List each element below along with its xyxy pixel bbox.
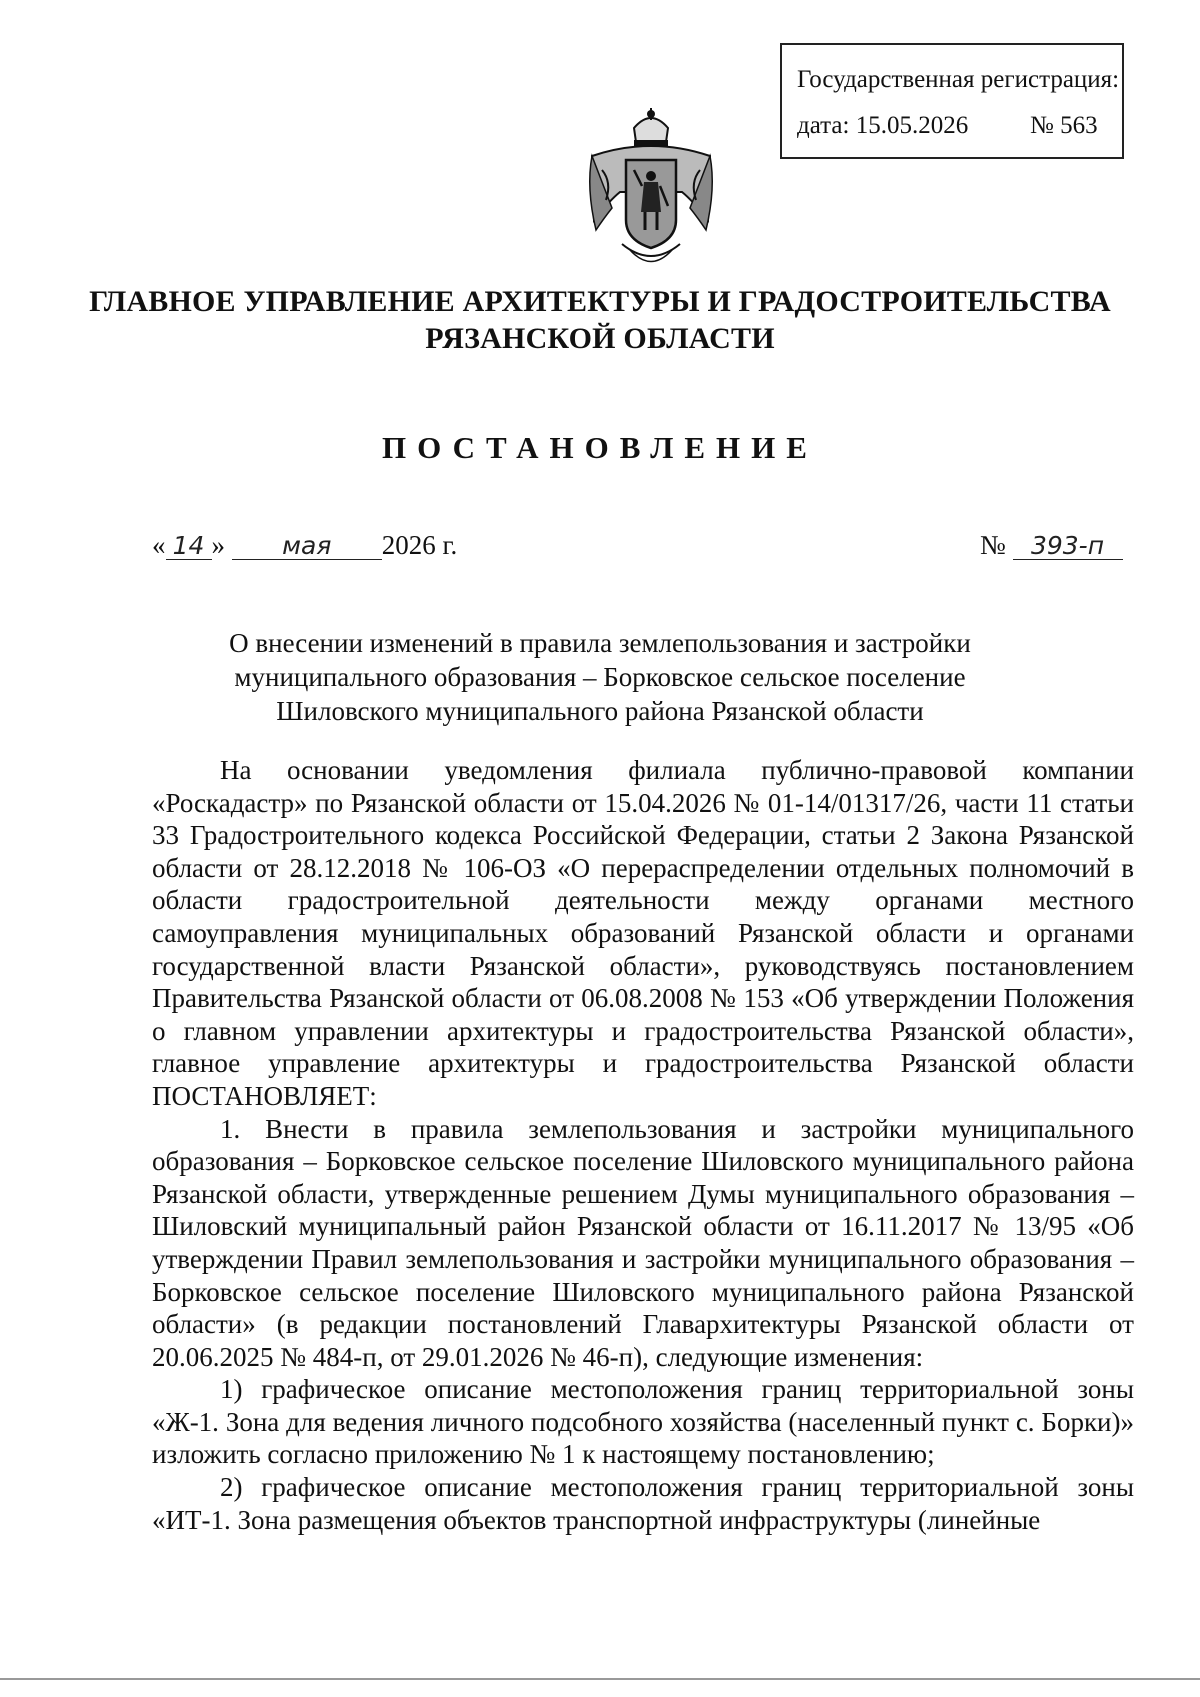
organization-name-line1: ГЛАВНОЕ УПРАВЛЕНИЕ АРХИТЕКТУРЫ И ГРАДОСТРОИТЕЛЬСТВА bbox=[89, 285, 1111, 318]
date-open-quote: « bbox=[152, 530, 166, 560]
date-day-handwritten: 14 bbox=[166, 533, 212, 560]
number-value-handwritten: 393-п bbox=[1013, 533, 1123, 560]
registration-title: Государственная регистрация: bbox=[797, 66, 1120, 93]
organization-name-line2: РЯЗАНСКОЙ ОБЛАСТИ bbox=[425, 322, 775, 355]
registration-stamp bbox=[780, 43, 1124, 159]
registration-number: № 563 bbox=[1030, 112, 1098, 139]
registration-date: дата: 15.05.2026 bbox=[797, 112, 969, 139]
date-month-handwritten: мая bbox=[232, 533, 382, 560]
document-body bbox=[152, 754, 1134, 1536]
paragraph-subitem-1: 1) графическое описание местоположения границ территориальной зоны «Ж-1. Зона для ведения личного подсобного хозяйства (населенный пункт с. Борки)» изложить согласно приложению № 1 к настоящему постановлению; bbox=[152, 1374, 1134, 1470]
date-year: 2026 г. bbox=[381, 530, 458, 560]
subject-line: Шиловского муниципального района Рязанской области bbox=[276, 696, 924, 726]
subject-line: О внесении изменений в правила землепользования и застройки bbox=[229, 628, 971, 658]
document-type-heading: ПОСТАНОВЛЕНИЕ bbox=[382, 430, 818, 465]
document-number bbox=[980, 530, 1123, 561]
paragraph-subitem-2: 2) графическое описание местоположения границ территориальной зоны «ИТ-1. Зона размещения объектов транспортной инфраструктуры (линейные bbox=[152, 1472, 1134, 1535]
document-date bbox=[152, 530, 457, 561]
number-prefix: № bbox=[980, 530, 1006, 560]
date-close-quote: » bbox=[211, 530, 225, 560]
paragraph-item-1: 1. Внести в правила землепользования и застройки муниципального образования – Борковское сельское поселение Шиловского муниципального района Рязанской области, утвержденные решением Думы муниципального образования – Шиловский муниципальный район Рязанской области от 16.11.2017 № 13/95 «Об утверждении Правил землепользования и застройки муниципального образования – Борковское сельское поселение Шиловского муниципального района Рязанской области» (в редакции постановлений Главархитектуры Рязанской области от 20.06.2025 № 484-п, от 29.01.2026 № 46-п), следующие изменения: bbox=[152, 1113, 1134, 1372]
document-subject bbox=[0, 626, 1200, 728]
subject-line: муниципального образования – Борковское сельское поселение bbox=[234, 662, 966, 692]
page-bottom-rule bbox=[0, 1678, 1200, 1680]
paragraph-preamble: На основании уведомления филиала публично-правовой компании «Роскадастр» по Рязанской области от 15.04.2026 № 01-14/01317/26, части 11 статьи 33 Градостроительного кодекса Российской Федерации, статьи 2 Закона Рязанской области от 28.12.2018 № 106-ОЗ «О перераспределении отдельных полномочий в области градостроительной деятельности между органами местного самоуправления муниципальных образований Рязанской области и органами государственной власти Рязанской области», руководствуясь постановлением Правительства Рязанской области от 06.08.2008 № 153 «Об утверждении Положения о главном управлении архитектуры и градостроительства Рязанской области», главное управление архитектуры и градостроительства Рязанской области ПОСТАНОВЛЯЕТ: bbox=[152, 755, 1134, 1111]
ryazan-coat-of-arms-icon bbox=[582, 108, 720, 273]
